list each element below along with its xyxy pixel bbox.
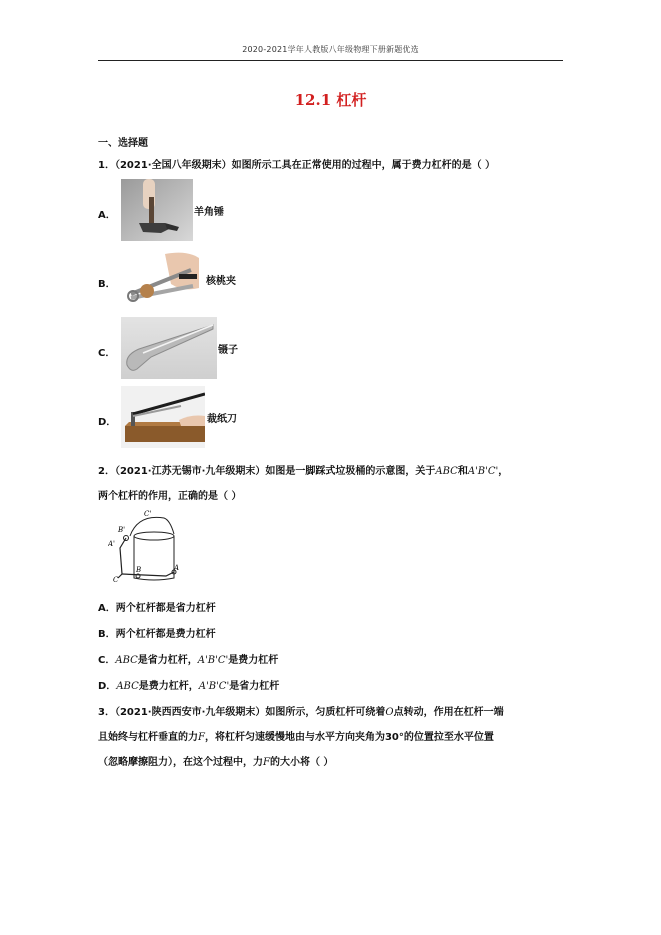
q2-stem-line1: 2．（2021·江苏无锡市·九年级期末）如图是一脚踩式垃圾桶的示意图，关于ABC和A'B'C'， [98,466,509,477]
q1-option-c-label: 镊子 [218,345,238,356]
q2-option-d: D．ABC是费力杠杆，A'B'C'是省力杠杆 [98,681,280,692]
label-c: C [113,576,119,584]
q2-option-a: A．两个杠杆都是省力杠杆 [98,603,216,614]
claw-hammer-image [121,179,193,241]
q3-line2: 且始终与杠杆垂直的力F，将杠杆匀速缓慢地由与水平方向夹角为30°的位置拉至水平位置 [98,732,494,743]
label-b-prime: B' [118,526,126,534]
tweezers-image [121,317,217,379]
q2-option-c: C．ABC是省力杠杆，A'B'C'是费力杠杆 [98,655,279,666]
q1-option-c-letter: C． [98,348,116,359]
q3-line1: 3．（2021·陕西西安市·九年级期末）如图所示，匀质杠杆可绕着O点转动，作用在杠杆一端 [98,707,504,718]
q1-stem: 1．（2021·全国八年级期末）如图所示工具在正常使用的过程中，属于费力杠杆的是（ ） [98,160,496,171]
page-header: 2020-2021学年人教版八年级物理下册新题优选 [242,45,419,54]
page-title: 12.1 杠杆 [294,91,367,109]
q1-option-d-label: 裁纸刀 [207,414,237,425]
header-divider [98,60,563,61]
q2-option-b: B．两个杠杆都是费力杠杆 [98,629,216,640]
section-heading: 一、选择题 [98,138,148,149]
paper-cutter-image [121,386,205,448]
q1-option-d-letter: D． [98,417,117,428]
label-b: B [136,566,142,574]
label-c-prime: C' [144,510,152,518]
q1-option-a-label: 羊角锤 [194,207,224,218]
q1-option-b-letter: B． [98,279,116,290]
q1-option-b-label: 核桃夹 [206,276,236,287]
q1-option-a-letter: A． [98,210,116,221]
trash-can-diagram [108,508,184,588]
q3-line3: （忽略摩擦阻力），在这个过程中，力F的大小将（ ） [98,757,334,768]
label-a: A [174,564,180,572]
q2-stem-line2: 两个杠杆的作用，正确的是（ ） [98,491,242,502]
nutcracker-image [121,248,199,310]
label-a-prime: A' [108,540,115,548]
